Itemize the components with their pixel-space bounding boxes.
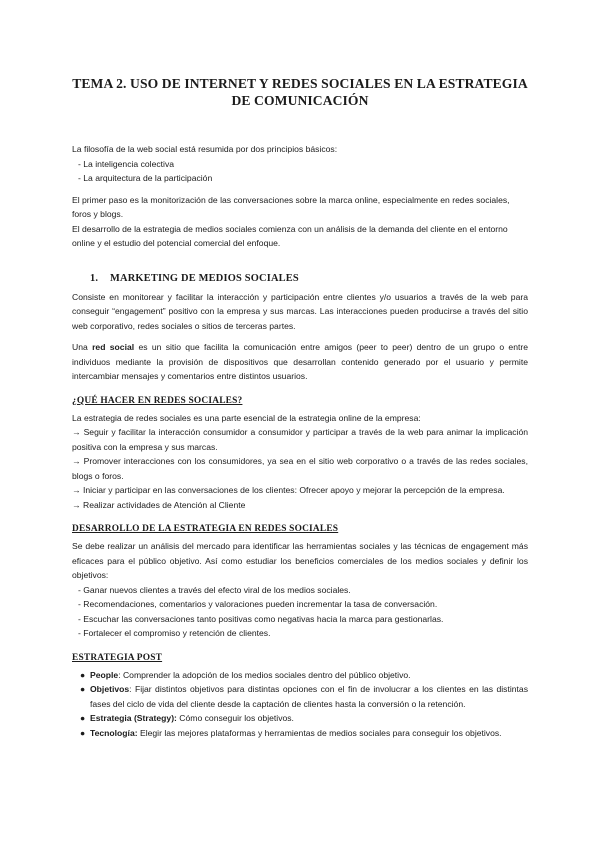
document-title (72, 75, 528, 109)
arrow-item: → Realizar actividades de Atención al Cliente (72, 499, 246, 510)
objective-item: - Recomendaciones, comentarios y valoraciones pueden incrementar la tasa de conversación. (78, 599, 438, 609)
title-line-1: TEMA 2. USO DE INTERNET Y REDES SOCIALES EN LA ESTRATEGIA (72, 76, 528, 91)
arrow-item: → Promover interacciones con los consumidores, ya sea en el sitio web corporativo o a través de las redes sociales, blogs o foros. (72, 456, 528, 481)
subheading-estrategia-post: ESTRATEGIA POST (72, 652, 163, 663)
post-text: : Comprender la adopción de los medios sociales dentro del público objetivo. (118, 669, 411, 680)
section-number: 1. (90, 272, 99, 284)
document-page (72, 0, 528, 740)
post-term: Objetivos (90, 684, 130, 694)
title-line-2: DE COMUNICACIÓN (231, 93, 369, 108)
post-list-item (80, 682, 528, 711)
post-text: : Fijar distintos objetivos para distintas opciones con el fin de involucrar a los clientes en las distintas fases del ciclo de vida del cliente desde la captación de clientes hasta la conversión o la retención. (90, 684, 528, 709)
intro-lead: La filosofía de la web social está resumida por dos principios básicos: (72, 144, 338, 154)
principle-item: - La inteligencia colectiva (78, 158, 175, 169)
bullet-icon: ● (80, 727, 86, 738)
text-span: es un sitio que facilita la comunicación entre amigos (peer to peer) dentro de un grupo o entre individuos mediante la provisión de dispositivos que desarrollan contenido generado por el usuario y permite intercambiar mensajes y comentarios entre distintos usuarios. (72, 342, 529, 381)
objective-item: - Ganar nuevos clientes a través del efecto viral de los medios sociales. (78, 584, 351, 595)
intro-paragraph-1: El primer paso es la monitorización de las conversaciones sobre la marca online, especialmente en redes sociales, foros y blogs. (72, 194, 510, 219)
post-list (72, 668, 528, 741)
bullet-icon: ● (80, 684, 86, 694)
red-social-paragraph (72, 340, 528, 384)
post-list-item (80, 668, 528, 683)
bullet-icon: ● (80, 669, 86, 680)
post-list-item (80, 726, 528, 741)
desarrollo-lead: Se debe realizar un análisis del mercado para identificar las herramientas sociales y las técnicas de engagement más eficaces para el público objetivo. Así como estudiar los beneficios comerciales de los medios sociales y definir los objetivos: (72, 541, 528, 580)
que-hacer-lead: La estrategia de redes sociales es una parte esencial de la estrategia online de la empresa: (72, 412, 421, 423)
arrow-item: → Seguir y facilitar la interacción consumidor a consumidor y participar a través de la web para animar la implicación positiva con la empresa y sus marcas. (72, 427, 528, 452)
objective-item: - Escuchar las conversaciones tanto positivas como negativas hacia la marca para gestionarlas. (78, 613, 444, 624)
subheading-desarrollo: DESARROLLO DE LA ESTRATEGIA EN REDES SOCIALES (72, 524, 339, 534)
text-span: Una (72, 342, 93, 352)
post-list-item (80, 711, 528, 726)
arrow-item: → Iniciar y participar en las conversaciones de los clientes: Ofrecer apoyo y mejorar la percepción de la empresa. (72, 485, 505, 495)
marketing-paragraph: Consiste en monitorear y facilitar la interacción y participación entre clientes y/o usuarios a través de la web para conseguir “engagement” positivo con la empresa y sus marcas. Las interacciones pueden producirse a través del sitio web corporativo, redes sociales o sitios de terceras partes. (72, 291, 528, 331)
subheading-que-hacer: ¿QUÉ HACER EN REDES SOCIALES? (72, 395, 243, 406)
post-term: Tecnología: (90, 727, 138, 738)
objective-item: - Fortalecer el compromiso y retención de clientes. (78, 628, 271, 638)
post-term: People (90, 669, 119, 680)
bullet-icon: ● (80, 713, 86, 723)
intro-section (72, 142, 528, 251)
post-text: Elegir las mejores plataformas y herramientas de medios sociales para conseguir los objetivos. (137, 727, 502, 738)
section-heading-marketing (90, 273, 528, 284)
section-heading-text: MARKETING DE MEDIOS SOCIALES (110, 272, 299, 284)
post-term: Estrategia (Strategy): (90, 713, 177, 723)
principle-item: - La arquitectura de la participación (78, 173, 213, 183)
red-social-term: red social (92, 342, 135, 352)
post-text: Cómo conseguir los objetivos. (176, 713, 294, 723)
intro-paragraph-2: El desarrollo de la estrategia de medios sociales comienza con un análisis de la demanda del cliente en el entorno online y el estudio del potencial comercial del enfoque. (72, 223, 508, 248)
